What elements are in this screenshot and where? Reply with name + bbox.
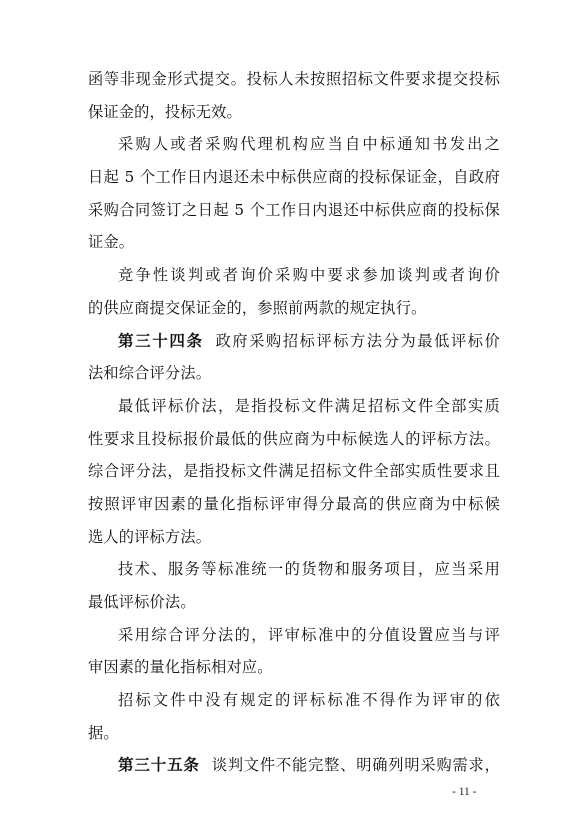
text-line: [88, 128, 500, 161]
line-text: 按照评审因素的量化指标评审得分最高的供应商为中标候: [88, 494, 500, 513]
text-line: [88, 292, 500, 325]
text-line: [88, 63, 500, 96]
text-line: [88, 717, 500, 750]
line-text: 日起 5 个工作日内退还未中标供应商的投标保证金，自政府: [88, 168, 500, 187]
line-text: 采购合同签订之日起 5 个工作日内退还中标供应商的投标保: [88, 200, 500, 219]
text-line: [88, 521, 500, 554]
text-line: [88, 684, 500, 717]
line-text: 选人的评标方法。: [88, 527, 212, 546]
text-line: [88, 390, 500, 423]
line-text: 综合评分法，是指投标文件满足招标文件全部实质性要求且: [88, 462, 500, 481]
text-line: [88, 553, 500, 586]
body-text: [88, 63, 500, 782]
line-text: 函等非现金形式提交。投标人未按照招标文件要求提交投标: [88, 70, 500, 88]
text-line: [88, 749, 500, 782]
line-text: 审因素的量化指标相对应。: [88, 658, 273, 677]
line-text: 采用综合评分法的，评审标准中的分值设置应当与评: [118, 625, 500, 644]
text-line: [88, 96, 500, 129]
line-text: 的供应商提交保证金的，参照前两款的规定执行。: [88, 298, 427, 317]
text-line: [88, 619, 500, 652]
text-line: [88, 325, 500, 358]
text-line: [88, 259, 500, 292]
line-text: 据。: [88, 723, 119, 742]
line-text: 法和综合评分法。: [88, 364, 212, 383]
text-line: [88, 226, 500, 259]
line-text: 政府采购招标评标方法分为最低评标价: [215, 331, 500, 350]
article-heading: 第三十四条: [118, 331, 204, 350]
text-line: [88, 488, 500, 521]
line-text: 性要求且投标报价最低的供应商为中标候选人的评标方法。: [88, 429, 500, 448]
line-text: 招标文件中没有规定的评标标准不得作为评审的依: [118, 691, 500, 710]
text-line: [88, 423, 500, 456]
text-line: [88, 161, 500, 194]
line-text: 技术、服务等标准统一的货物和服务项目，应当采用: [118, 560, 500, 579]
text-line: [88, 357, 500, 390]
line-text: 保证金的，投标无效。: [88, 102, 242, 121]
line-text: 谈判文件不能完整、明确列明采购需求，: [211, 756, 500, 775]
text-line: [88, 651, 500, 684]
text-line: [88, 586, 500, 619]
line-text: 最低评标价法。: [88, 593, 196, 611]
text-line: [88, 455, 500, 488]
page-number: - 11 -: [452, 786, 477, 798]
line-text: 最低评标价法，是指投标文件满足招标文件全部实质: [118, 396, 500, 415]
line-text: 竞争性谈判或者询价采购中要求参加谈判或者询价: [118, 266, 500, 285]
line-text: 证金。: [88, 233, 135, 252]
article-heading: 第三十五条: [118, 756, 200, 775]
line-text: 采购人或者采购代理机构应当自中标通知书发出之: [118, 135, 500, 154]
text-line: [88, 194, 500, 227]
